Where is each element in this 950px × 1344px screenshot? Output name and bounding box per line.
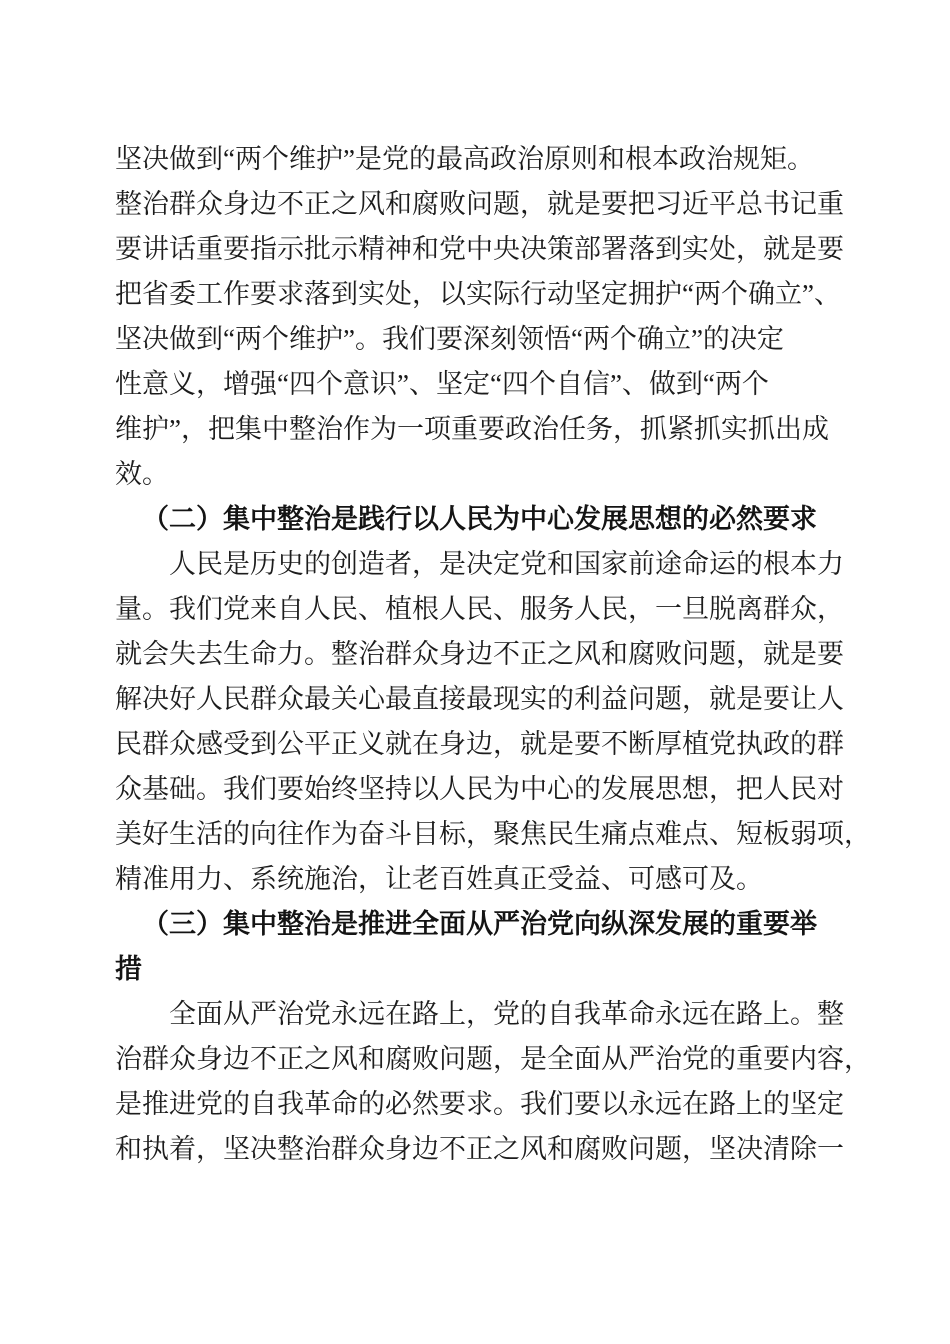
text-line: 解决好人民群众最关心最直接最现实的利益问题，就是要让人 bbox=[115, 684, 844, 714]
text-line: 精准用力、系统施治，让老百姓真正受益、可感可及。 bbox=[115, 864, 763, 894]
text-line: 是推进党的自我革命的必然要求。我们要以永远在路上的坚定 bbox=[115, 1089, 844, 1119]
document-text-block bbox=[115, 137, 871, 1172]
body-paragraph bbox=[115, 137, 846, 497]
text-line: 全面从严治党永远在路上，党的自我革命永远在路上。整 bbox=[169, 999, 844, 1029]
text-line: 民群众感受到公平正义就在身边，就是要不断厚植党执政的群 bbox=[115, 729, 844, 759]
text-line: 坚决做到“两个维护”。我们要深刻领悟“两个确立”的决定 bbox=[115, 324, 784, 354]
text-line: 和执着，坚决整治群众身边不正之风和腐败问题，坚决清除一 bbox=[115, 1134, 844, 1164]
text-line: （三）集中整治是推进全面从严治党向纵深发展的重要举 bbox=[142, 909, 817, 939]
text-line: 整治群众身边不正之风和腐败问题，就是要把习近平总书记重 bbox=[115, 189, 844, 219]
text-line: 人民是历史的创造者，是决定党和国家前途命运的根本力 bbox=[169, 549, 844, 579]
section-heading bbox=[115, 902, 846, 992]
text-line: 措 bbox=[115, 954, 142, 984]
text-line: 维护”，把集中整治作为一项重要政治任务，抓紧抓实抓出成 bbox=[115, 414, 829, 444]
text-line: 量。我们党来自人民、植根人民、服务人民，一旦脱离群众， bbox=[115, 594, 844, 624]
text-line: 众基础。我们要始终坚持以人民为中心的发展思想，把人民对 bbox=[115, 774, 844, 804]
text-line: 就会失去生命力。整治群众身边不正之风和腐败问题，就是要 bbox=[115, 639, 844, 669]
text-line: 坚决做到“两个维护”是党的最高政治原则和根本政治规矩。 bbox=[115, 144, 814, 174]
body-paragraph bbox=[115, 992, 871, 1172]
text-line: 要讲话重要指示批示精神和党中央决策部署落到实处，就是要 bbox=[115, 234, 844, 264]
text-line: 性意义，增强“四个意识”、坚定“四个自信”、做到“两个 bbox=[115, 369, 769, 399]
text-line: （二）集中整治是践行以人民为中心发展思想的必然要求 bbox=[142, 504, 817, 534]
section-heading bbox=[115, 497, 846, 542]
text-line: 把省委工作要求落到实处，以实际行动坚定拥护“两个确立”、 bbox=[115, 279, 841, 309]
body-paragraph bbox=[115, 542, 871, 902]
text-line: 美好生活的向往作为奋斗目标，聚焦民生痛点难点、短板弱项， bbox=[115, 819, 871, 849]
text-line: 效。 bbox=[115, 459, 169, 489]
text-line: 治群众身边不正之风和腐败问题，是全面从严治党的重要内容， bbox=[115, 1044, 871, 1074]
